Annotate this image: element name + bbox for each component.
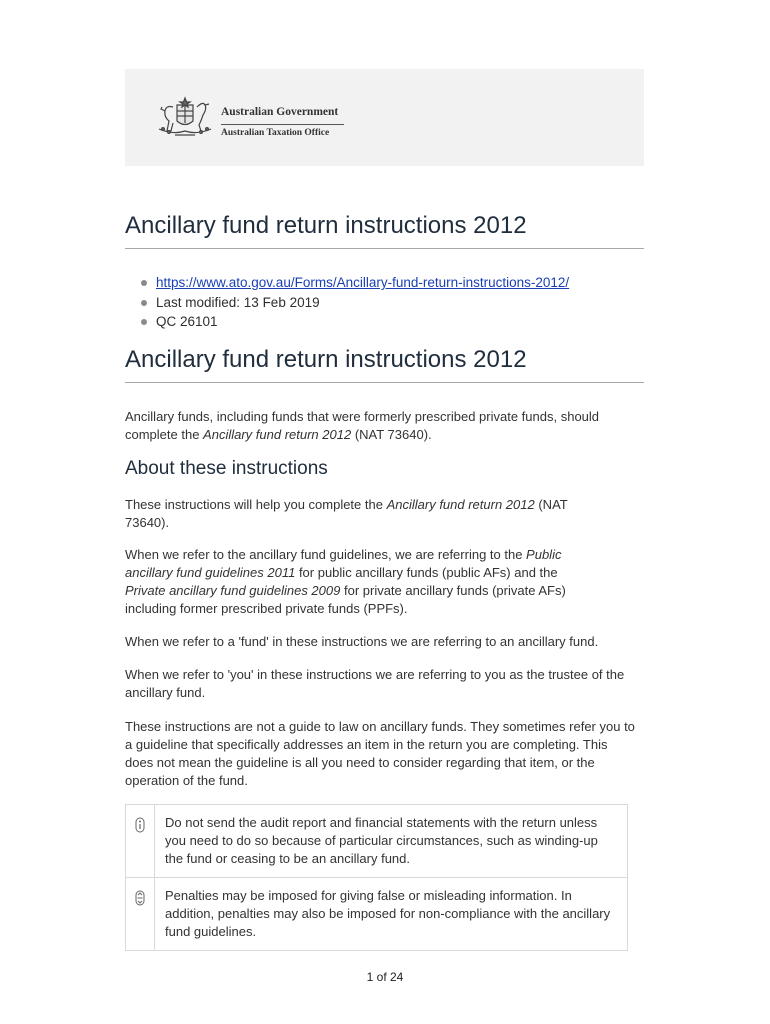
about-heading: About these instructions: [125, 458, 328, 479]
intro-paragraph: [125, 408, 644, 444]
note-row: [126, 877, 627, 950]
about-paragraph-3: When we refer to a 'fund' in these instructions we are referring to an ancillary fund.: [125, 634, 599, 649]
note-icon-cell: [126, 805, 155, 877]
p2-text-1: When we refer to the ancillary fund guidelines, we are referring to the: [125, 547, 527, 562]
about-paragraph-2: [125, 546, 595, 618]
p1-form-name: Ancillary fund return 2012: [386, 497, 535, 512]
meta-list: [125, 273, 569, 332]
gov-name: Australian Government: [221, 107, 344, 125]
note-icon-cell: [126, 878, 155, 950]
p1-text: These instructions will help you complete the: [125, 497, 387, 512]
last-modified: Last modified: 13 Feb 2019: [125, 293, 569, 313]
page-number: 1 of 24: [366, 970, 404, 984]
page-title: Ancillary fund return instructions 2012: [125, 212, 644, 249]
p2-text-2: for public ancillary funds (public AFs) and the: [295, 565, 558, 580]
p1-text-end: (NAT 73640).: [125, 497, 568, 530]
note-text: Penalties may be imposed for giving false or misleading information. In addition, penalties may also be imposed for non-compliance with the ancillary fund guidelines.: [165, 888, 611, 939]
p2-guideline-public: Public ancillary fund guidelines 2011: [125, 547, 562, 580]
header-banner: [125, 69, 644, 166]
ato-logo: [153, 95, 353, 141]
qc-number: QC 26101: [125, 312, 569, 332]
note-text: Do not send the audit report and financial statements with the return unless you need to do so because of particular circumstances, such as winding-up the fund or ceasing to be an ancillary fund.: [165, 815, 598, 866]
form-url-link[interactable]: https://www.ato.gov.au/Forms/Ancillary-fund-return-instructions-2012/: [156, 275, 570, 290]
list-item: [125, 273, 569, 293]
agency-name: Australian Taxation Office: [221, 127, 330, 138]
p2-text-3: for private ancillary funds (private AFs) including former prescribed private funds (PPFs).: [125, 583, 566, 616]
intro-text-end: (NAT 73640).: [351, 427, 432, 442]
notes-table: [125, 804, 628, 951]
warning-icon: [134, 890, 146, 906]
about-paragraph-5: These instructions are not a guide to law on ancillary funds. They sometimes refer you to a guideline that specifically addresses an item in the return you are completing. This does not mean the guideline is all you need to consider regarding that item, or the operation of the fund.: [125, 719, 635, 788]
about-paragraph-4: When we refer to 'you' in these instructions we are referring to you as the trustee of the ancillary fund.: [125, 667, 625, 700]
note-row: [126, 805, 627, 877]
logo-text: [221, 107, 344, 138]
coat-of-arms-icon: [153, 95, 217, 141]
section-title: Ancillary fund return instructions 2012: [125, 346, 644, 383]
about-paragraph-1: [125, 496, 585, 532]
p2-guideline-private: Private ancillary fund guidelines 2009: [125, 583, 341, 598]
intro-form-name: Ancillary fund return 2012: [203, 427, 352, 442]
intro-text: Ancillary funds, including funds that were formerly prescribed private funds, should complete the: [125, 409, 600, 442]
info-icon: [134, 817, 146, 833]
